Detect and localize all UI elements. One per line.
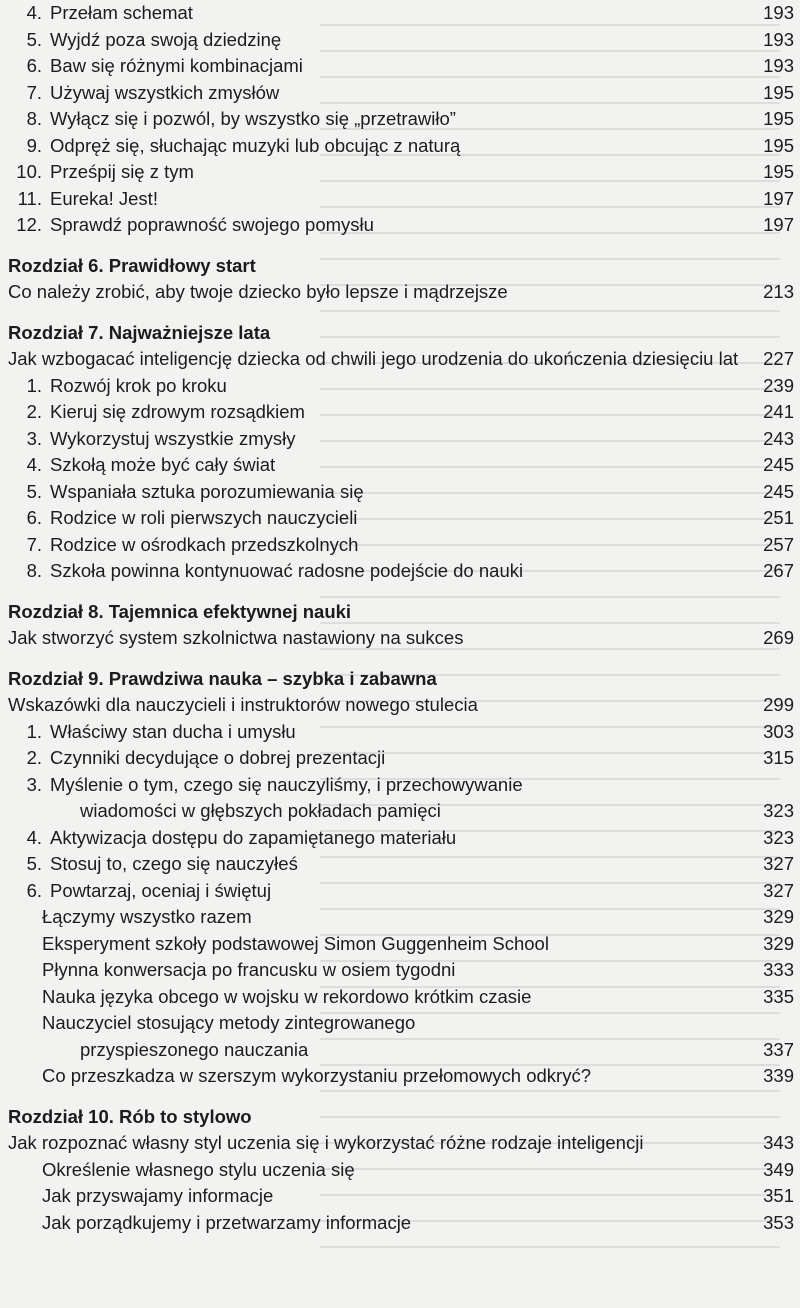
toc-entry <box>0 0 800 27</box>
toc-entry <box>0 159 800 186</box>
entry-title: Określenie własnego stylu uczenia się <box>42 1158 355 1180</box>
toc-entry <box>0 745 800 772</box>
toc-entry <box>0 426 800 453</box>
entry-title: Nauka języka obcego w wojsku w rekordowo krótkim czasie <box>42 985 532 1007</box>
toc-entry <box>0 798 800 825</box>
toc-entry <box>0 53 800 80</box>
page-number: 195 <box>763 108 794 129</box>
entry-number: 3. <box>26 773 42 795</box>
chapter-title: Rozdział 9. Prawdziwa nauka – szybka i zabawna <box>8 667 437 689</box>
entry-title: Myślenie o tym, czego się nauczyliśmy, i przechowywanie <box>50 773 523 795</box>
page-number: 327 <box>763 853 794 874</box>
entry-title: Płynna konwersacja po francusku w osiem tygodni <box>42 959 456 980</box>
entry-title: Przełam schemat <box>50 2 193 23</box>
entry-title: wiadomości w głębszych pokładach pamięci <box>80 800 441 821</box>
entry-number: 3. <box>26 427 42 449</box>
page-number: 193 <box>763 55 794 76</box>
toc-entry <box>0 1130 800 1157</box>
page-number: 353 <box>763 1211 794 1233</box>
entry-title: Szkołą może być cały świat <box>50 454 276 475</box>
page-number: 333 <box>763 959 794 980</box>
page-number: 327 <box>763 879 794 901</box>
toc-entry <box>0 984 800 1011</box>
entry-title: Rodzice w ośrodkach przedszkolnych <box>50 533 359 555</box>
entry-title: Rodzice w roli pierwszych nauczycieli <box>50 507 358 528</box>
toc-entry <box>0 957 800 984</box>
entry-title: Wyłącz się i pozwól, by wszystko się „przetrawiło” <box>50 108 456 129</box>
entry-title: Stosuj to, czego się nauczyłeś <box>50 853 298 874</box>
entry-title: przyspieszonego nauczania <box>80 1038 309 1060</box>
chapter-title: Rozdział 10. Rób to stylowo <box>8 1105 252 1127</box>
toc-entry <box>0 80 800 107</box>
page-number: 339 <box>763 1065 794 1086</box>
page-number: 193 <box>763 28 794 50</box>
entry-title: Aktywizacja dostępu do zapamiętanego materiału <box>50 826 457 848</box>
toc-entry <box>0 399 800 426</box>
entry-title: Eureka! Jest! <box>50 187 158 209</box>
entry-number: 9. <box>26 134 42 156</box>
page-number: 195 <box>763 134 794 156</box>
toc-entry <box>0 1210 800 1237</box>
page-number: 335 <box>763 985 794 1007</box>
entry-title: Czynniki decydujące o dobrej prezentacji <box>50 747 386 768</box>
entry-number: 10. <box>16 161 42 182</box>
page-number: 349 <box>763 1158 794 1180</box>
toc-entry <box>0 505 800 532</box>
toc-entry <box>0 719 800 746</box>
entry-title: Wyjdź poza swoją dziedzinę <box>50 28 282 50</box>
chapter-heading <box>0 666 800 693</box>
entry-number: 7. <box>26 81 42 103</box>
chapter-title: Rozdział 7. Najważniejsze lata <box>8 321 271 343</box>
toc-entry <box>0 532 800 559</box>
entry-title: Łączymy wszystko razem <box>42 906 252 927</box>
entry-title: Wspaniała sztuka porozumiewania się <box>50 480 364 502</box>
toc-entry <box>0 373 800 400</box>
entry-title: Właściwy stan ducha i umysłu <box>50 720 296 742</box>
entry-number: 8. <box>26 560 42 581</box>
page-number: 303 <box>763 720 794 742</box>
toc-entry <box>0 346 800 373</box>
entry-title: Jak wzbogacać inteligencję dziecka od chwili jego urodzenia do ukończenia dziesięciu lat <box>8 348 739 369</box>
toc-entry <box>0 1010 800 1037</box>
entry-number: 5. <box>26 480 42 502</box>
entry-number: 2. <box>26 747 42 768</box>
toc-entry <box>0 931 800 958</box>
entry-title: Powtarzaj, oceniaj i świętuj <box>50 879 272 901</box>
toc-entry <box>0 904 800 931</box>
entry-title: Rozwój krok po kroku <box>50 374 227 396</box>
toc-entry <box>0 212 800 239</box>
toc-entry <box>0 452 800 479</box>
toc-entry <box>0 186 800 213</box>
chapter-heading <box>0 320 800 347</box>
entry-title: Wskazówki dla nauczycieli i instruktorów nowego stulecia <box>8 694 478 715</box>
entry-number: 6. <box>26 507 42 528</box>
page-number: 323 <box>763 826 794 848</box>
toc-entry <box>0 27 800 54</box>
entry-title: Jak stworzyć system szkolnictwa nastawiony na sukces <box>8 627 464 648</box>
page-number: 337 <box>763 1038 794 1060</box>
entry-title: Odpręż się, słuchając muzyki lub obcując z naturą <box>50 134 461 156</box>
page-number: 241 <box>763 401 794 422</box>
entry-title: Sprawdź poprawność swojego pomysłu <box>50 214 374 235</box>
entry-title: Co przeszkadza w szerszym wykorzystaniu przełomowych odkryć? <box>42 1065 592 1086</box>
page-number: 257 <box>763 533 794 555</box>
page-number: 239 <box>763 374 794 396</box>
toc-entry <box>0 825 800 852</box>
entry-title: Wykorzystuj wszystkie zmysły <box>50 427 296 449</box>
toc-entry <box>0 772 800 799</box>
entry-number: 6. <box>26 879 42 901</box>
entry-number: 4. <box>26 826 42 848</box>
chapter-heading <box>0 1104 800 1131</box>
toc-entry <box>0 851 800 878</box>
chapter-heading <box>0 599 800 626</box>
entry-number: 6. <box>26 55 42 76</box>
page-number: 195 <box>763 81 794 103</box>
entry-number: 4. <box>26 2 42 23</box>
page-number: 343 <box>763 1132 794 1153</box>
chapter-title: Rozdział 8. Tajemnica efektywnej nauki <box>8 600 352 622</box>
page-number: 269 <box>763 627 794 648</box>
toc-entry <box>0 625 800 652</box>
entry-title: Kieruj się zdrowym rozsądkiem <box>50 401 305 422</box>
page-number: 351 <box>763 1185 794 1206</box>
page-number: 213 <box>763 281 794 302</box>
entry-number: 2. <box>26 401 42 422</box>
toc-entry <box>0 1183 800 1210</box>
toc-entry <box>0 692 800 719</box>
entry-number: 1. <box>26 720 42 742</box>
page-number: 267 <box>763 560 794 581</box>
entry-number: 8. <box>26 108 42 129</box>
entry-title: Szkoła powinna kontynuować radosne podejście do nauki <box>50 560 524 581</box>
page-number: 197 <box>763 214 794 235</box>
entry-number: 5. <box>26 28 42 50</box>
toc-entry <box>0 133 800 160</box>
entry-number: 4. <box>26 454 42 475</box>
entry-number: 12. <box>16 214 42 235</box>
page-number: 243 <box>763 427 794 449</box>
chapter-title: Rozdział 6. Prawidłowy start <box>8 254 256 276</box>
entry-title: Jak rozpoznać własny styl uczenia się i wykorzystać różne rodzaje inteligencji <box>8 1132 644 1153</box>
entry-title: Baw się różnymi kombinacjami <box>50 55 303 76</box>
page-number: 245 <box>763 454 794 475</box>
page-number: 197 <box>763 187 794 209</box>
page-number: 245 <box>763 480 794 502</box>
entry-number: 7. <box>26 533 42 555</box>
entry-number: 11. <box>17 187 42 209</box>
toc-entry <box>0 878 800 905</box>
page-number: 251 <box>763 507 794 528</box>
toc-entry <box>0 1063 800 1090</box>
page-number: 323 <box>763 800 794 821</box>
entry-title: Nauczyciel stosujący metody zintegrowanego <box>42 1012 416 1033</box>
chapter-heading <box>0 253 800 280</box>
page-number: 315 <box>763 747 794 768</box>
entry-title: Prześpij się z tym <box>50 161 194 182</box>
entry-number: 1. <box>26 374 42 396</box>
entry-title: Eksperyment szkoły podstawowej Simon Guggenheim School <box>42 932 549 954</box>
entry-title: Jak przyswajamy informacje <box>42 1185 274 1206</box>
toc-entry <box>0 479 800 506</box>
page-number: 195 <box>763 161 794 182</box>
page-number: 329 <box>763 932 794 954</box>
entry-title: Co należy zrobić, aby twoje dziecko było lepsze i mądrzejsze <box>8 281 508 302</box>
page-number: 193 <box>763 2 794 23</box>
entry-number: 5. <box>26 853 42 874</box>
page-number: 299 <box>763 694 794 715</box>
toc-entry <box>0 1037 800 1064</box>
toc-entry <box>0 558 800 585</box>
page-number: 329 <box>763 906 794 927</box>
entry-title: Używaj wszystkich zmysłów <box>50 81 280 103</box>
toc-entry <box>0 279 800 306</box>
entry-title: Jak porządkujemy i przetwarzamy informacje <box>42 1211 412 1233</box>
toc-entry <box>0 106 800 133</box>
page-number: 227 <box>763 348 794 369</box>
toc-entry <box>0 1157 800 1184</box>
